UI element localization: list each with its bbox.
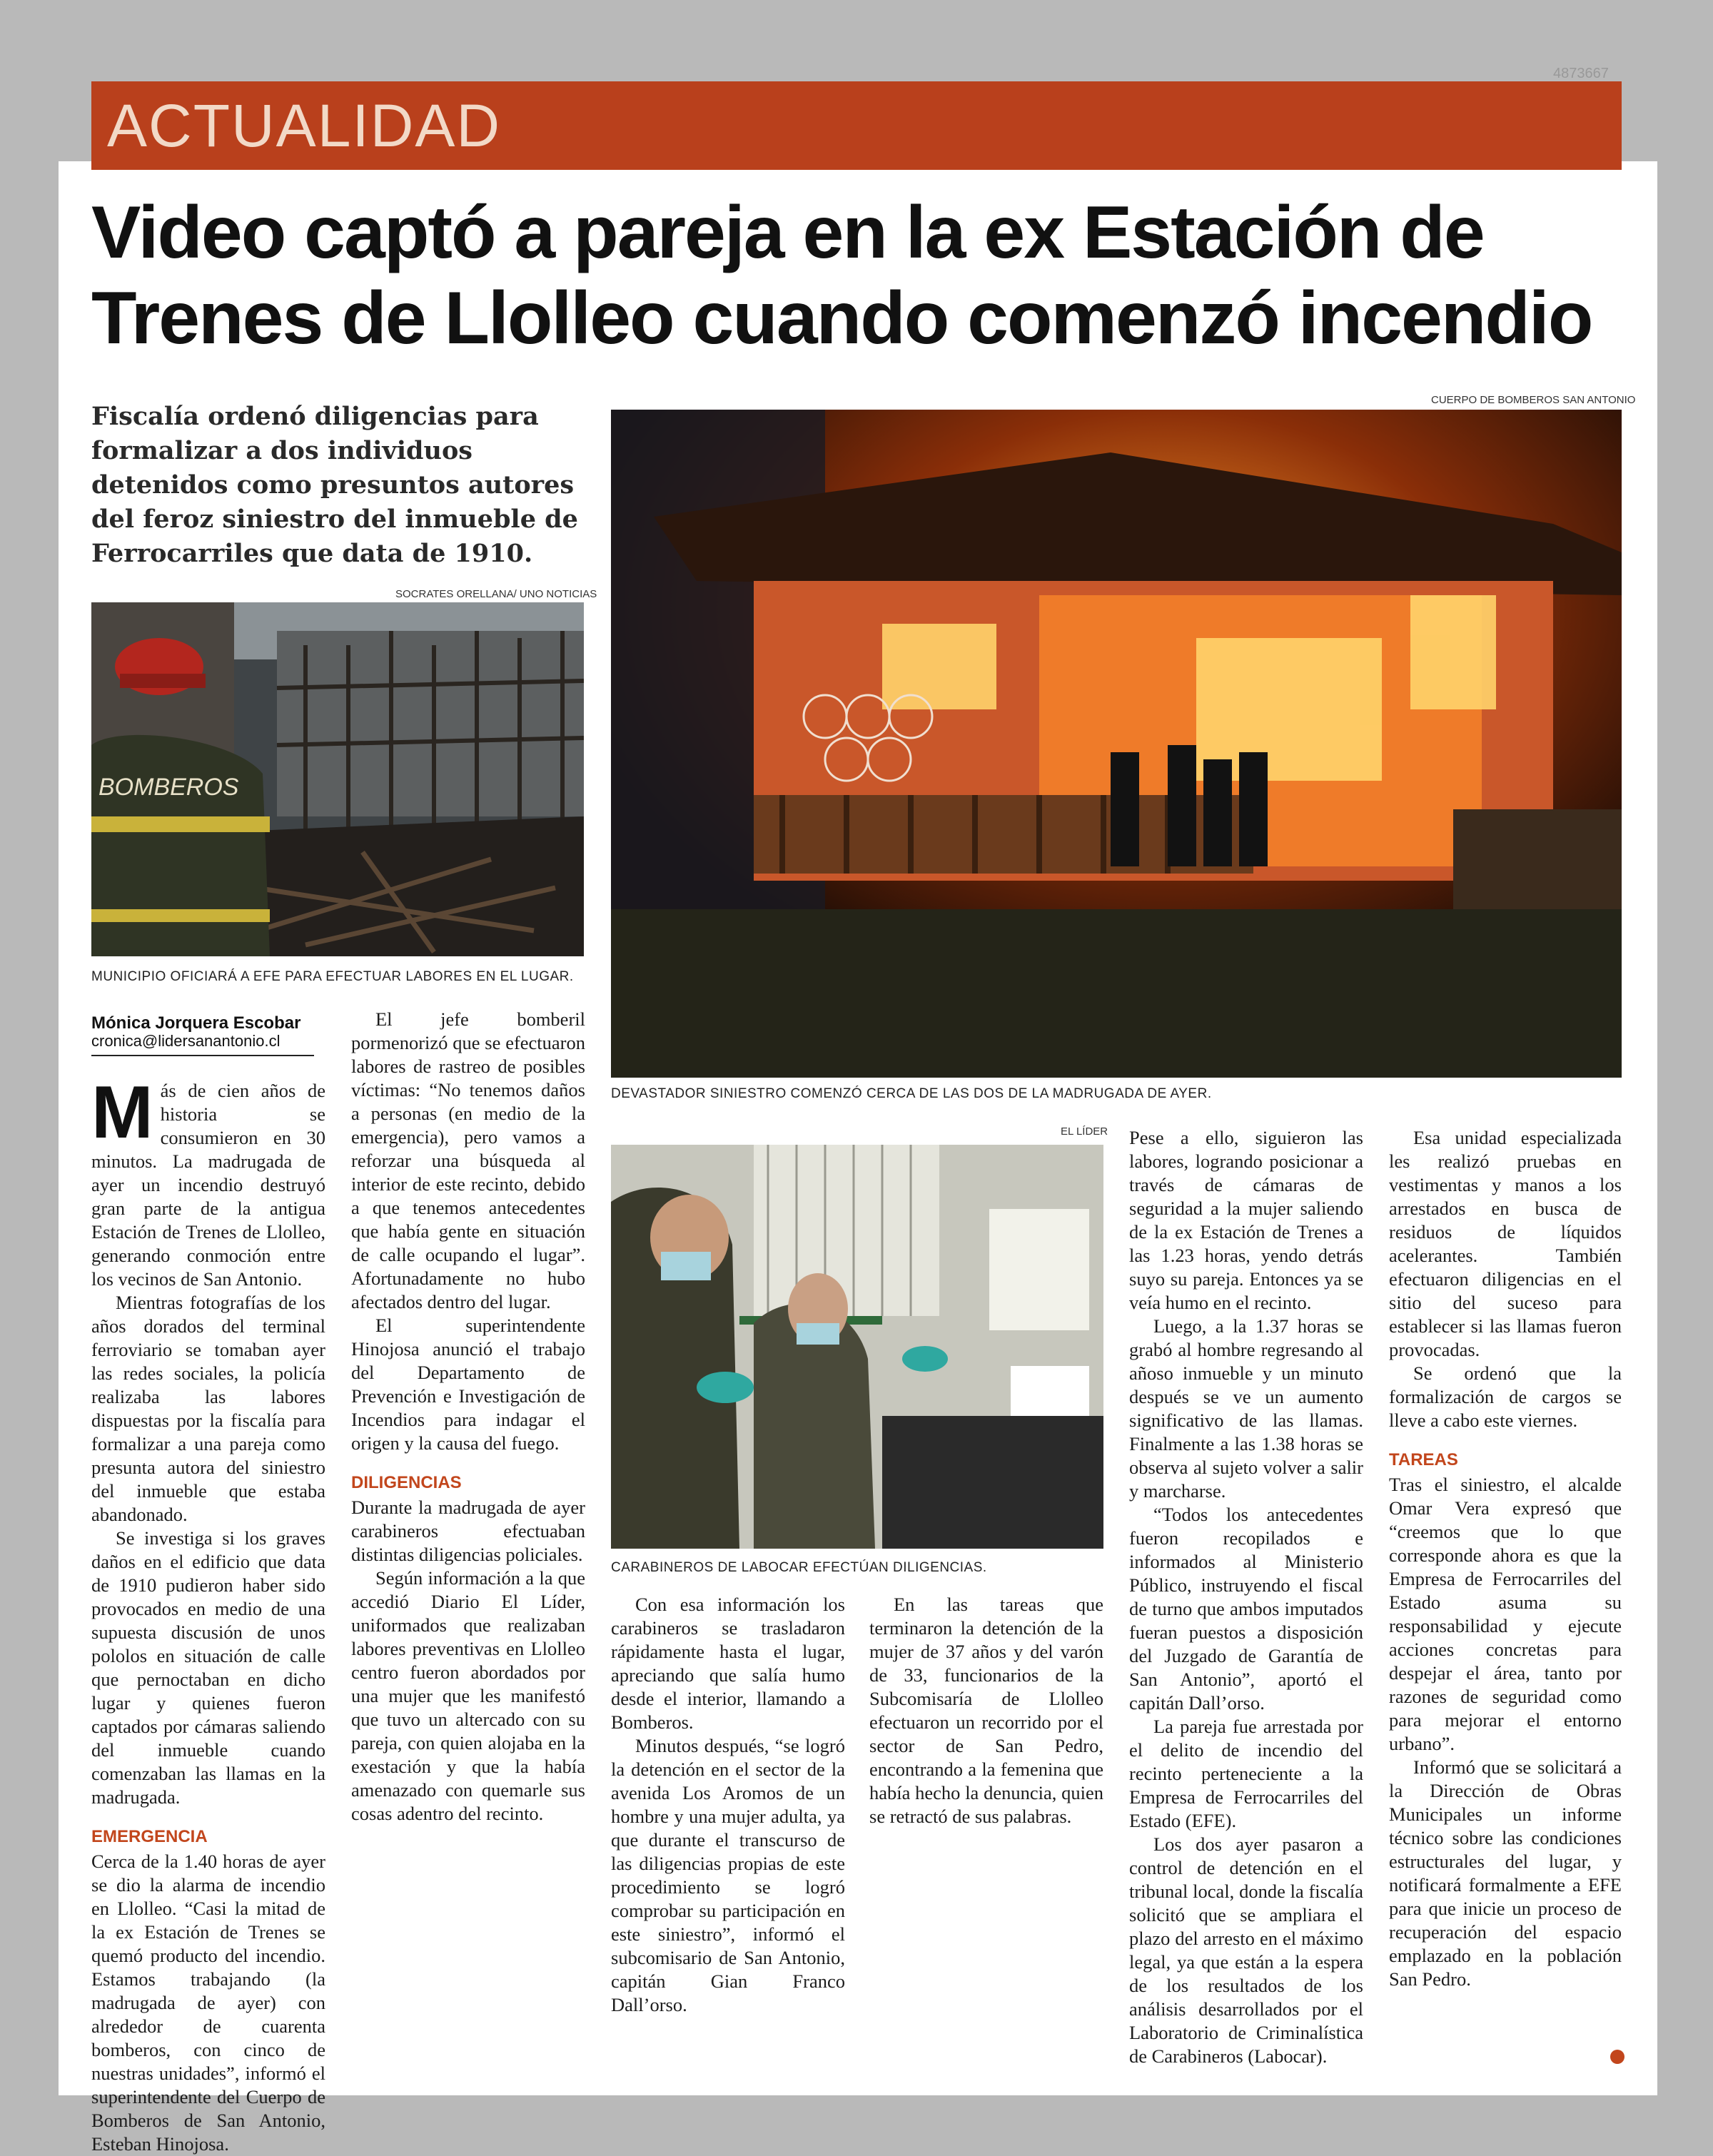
main-photo-caption: DEVASTADOR SINIESTRO COMENZÓ CERCA DE LAS DOS DE LA MADRUGADA DE AYER. [611, 1086, 1212, 1101]
article-column-6 [1389, 1126, 1622, 1991]
paragraph: Tras el siniestro, el alcalde Omar Vera expresó que “creemos que lo que corresponde ahora es que la Empresa de Ferrocarriles del Estado asuma su responsabilidad y ejecute acciones concretas para despejar el área, tanto por razones de seguridad como para mejorar el entorno urbano”. [1389, 1474, 1622, 1754]
paragraph: ás de cien años de historia se consumieron en 30 minutos. La madrugada de ayer un incendio destruyó gran parte de la antigua Estación de Trenes de Llolleo, generando conmoción entre los vecinos de San Antonio. [91, 1080, 325, 1290]
labocar-photo [611, 1145, 1103, 1549]
article-column-4 [869, 1593, 1103, 1828]
end-of-article-icon [1610, 2050, 1624, 2064]
paragraph: En las tareas que terminaron la detención de la mujer de 37 años y del varón de 33, funcionarios de la Subcomisaría de Llolleo efectuaron un recorrido por el sector de San Pedro, encontrando a la femenina que había hecho la denuncia, quien se retractó de sus palabras. [869, 1594, 1103, 1827]
paragraph: “Todos los antecedentes fueron recopilados e informados al Ministerio Público, instruyendo el fiscal de turno que ambos imputados fueran puestos a disposición del Juzgado de Garantía de San Antonio”, aportó el capitán Dall’orso. [1129, 1504, 1363, 1714]
article-column-3 [611, 1593, 845, 2017]
page-id: 4873667 [1553, 66, 1609, 81]
paragraph: Pese a ello, siguieron las labores, logrando posicionar a través de cámaras de seguridad a la mujer saliendo de la ex Estación de Trenes a las 1.23 horas, yendo detrás suyo su pareja. Entonces ya se veía humo en el recinto. [1129, 1127, 1363, 1313]
paragraph: Luego, a la 1.37 horas se grabó al hombre regresando al añoso inmueble y un minuto después se ve un aumento significativo de las llamas. Finalmente a las 1.38 horas se observa al sujeto volver a salir y marcharse. [1129, 1315, 1363, 1502]
paragraph: El superintendente Hinojosa anunció el trabajo del Departamento de Prevención e Investigación de Incendios para indagar el origen y la causa del fuego. [351, 1315, 585, 1454]
paragraph: Minutos después, “se logró la detención en el sector de la avenida Los Aromos de un hombre y una mujer adulta, ya que durante el transcurso de las diligencias propias de este procedimiento se logró comprobar su participación en este siniestro”, informó el subcomisario de San Antonio, capitán Gian Franco Dall’orso. [611, 1735, 845, 2015]
vest-text: BOMBEROS [98, 774, 239, 801]
byline-name: Mónica Jorquera Escobar [91, 1013, 301, 1033]
subhead-emergencia: EMERGENCIA [91, 1827, 208, 1846]
article-column-2 [351, 1008, 585, 1826]
paragraph: Cerca de la 1.40 horas de ayer se dio la alarma de incendio en Llolleo. “Casi la mitad de la ex Estación de Trenes se quemó producto del incendio. Estamos trabajando (la madrugada de ayer) con alrededor de cuarenta bomberos, con cinco de nuestras unidades”, informó el superintendente del Cuerpo de Bomberos de San Antonio, Esteban Hinojosa. [91, 1851, 325, 2155]
small-photo-caption: MUNICIPIO OFICIARÁ A EFE PARA EFECTUAR LABORES EN EL LUGAR. [91, 969, 574, 984]
paragraph: Informó que se solicitará a la Dirección de Obras Municipales un informe técnico sobre las condiciones estructurales del lugar, y notificará formalmente a EFE para que inicie un proceso de recuperación del espacio emplazado en la población San Pedro. [1389, 1756, 1622, 1990]
paragraph: Los dos ayer pasaron a control de detención en el tribunal local, donde la fiscalía solicitó que se ampliara el plazo del arresto en el máximo legal, ya que están a la espera de los resultados de los análisis desarrollados por el Laboratorio de Criminalística de Carabineros (Labocar). [1129, 1833, 1363, 2067]
lab-photo-caption: CARABINEROS DE LABOCAR EFECTÚAN DILIGENCIAS. [611, 1560, 987, 1575]
section-label: ACTUALIDAD [107, 92, 502, 159]
paragraph: El jefe bomberil pormenorizó que se efectuaron labores de rastreo de posibles víctimas: “No tenemos daños a personas (en medio de la emergencia), pero vamos a reforzar una búsqueda al interior de este recinto, debido a que tenemos antecedentes que había gente en situación de calle ocupando el lugar”. Afortunadamente no hubo afectados dentro del lugar. [351, 1008, 585, 1312]
paragraph: Según información a la que accedió Diario El Líder, uniformados que realizaban labores preventivas en Llolleo centro fueron abordados por una mujer que les manifestó que tuvo un altercado con su pareja, con quien alojaba en la exestación y que la había amenazado con quemarle sus cosas adentro del recinto. [351, 1567, 585, 1824]
article-column-1 [91, 1071, 325, 2156]
paragraph: Se investiga si los graves daños en el edificio que data de 1910 pudieron haber sido provocados en medio de una supuesta discusión de unos pololos en situación de calle que pernoctaban en dicho lugar y quienes fueron captados por cámaras saliendo del inmueble cuando comenzaban las llamas en la madrugada. [91, 1527, 325, 1808]
subhead-tareas: TAREAS [1389, 1450, 1458, 1469]
byline-email: cronica@lidersanantonio.cl [91, 1032, 281, 1050]
lab-photo-credit: EL LÍDER [1061, 1125, 1108, 1138]
headline: Video captó a pareja en la ex Estación de Trenes de Llolleo cuando comenzó incendio [91, 191, 1592, 360]
firefighter-photo [91, 602, 584, 956]
paragraph: La pareja fue arrestada por el delito de incendio del recinto perteneciente a la Empresa de Ferrocarriles del Estado (EFE). [1129, 1716, 1363, 1831]
paragraph: Durante la madrugada de ayer carabineros efectuaban distintas diligencias policiales. [351, 1497, 585, 1565]
byline-rule [91, 1055, 314, 1056]
main-photo-credit: CUERPO DE BOMBEROS SAN ANTONIO [1431, 394, 1636, 406]
paragraph: Esa unidad especializada les realizó pruebas en vestimentas y manos a los arrestados en busca de residuos de líquidos acelerantes. También efectuaron diligencias en el sitio del suceso para establecer si las llamas fueron provocadas. [1389, 1127, 1622, 1360]
subhead-diligencias: DILIGENCIAS [351, 1473, 462, 1492]
article-column-5 [1129, 1126, 1363, 2068]
paragraph: Mientras fotografías de los años dorados del terminal ferroviario se tomaban ayer las redes sociales, la policía realizaba las labores dispuestas por la fiscalía para formalizar a una pareja como presunta autora del siniestro del inmueble que estaba abandonado. [91, 1292, 325, 1525]
deck: Fiscalía ordenó diligencias para formalizar a dos individuos detenidos como presuntos autores del feroz siniestro del inmueble de Ferrocarriles que data de 1910. [91, 402, 578, 568]
paragraph: Se ordenó que la formalización de cargos se lleve a cabo este viernes. [1389, 1362, 1622, 1431]
paragraph: Con esa información los carabineros se trasladaron rápidamente hasta el lugar, apreciando que salía humo desde el interior, llamando a Bomberos. [611, 1594, 845, 1733]
small-photo-credit: SOCRATES ORELLANA/ UNO NOTICIAS [395, 588, 597, 600]
burning-station-photo [611, 410, 1622, 1078]
dropcap: M [91, 1071, 153, 1154]
